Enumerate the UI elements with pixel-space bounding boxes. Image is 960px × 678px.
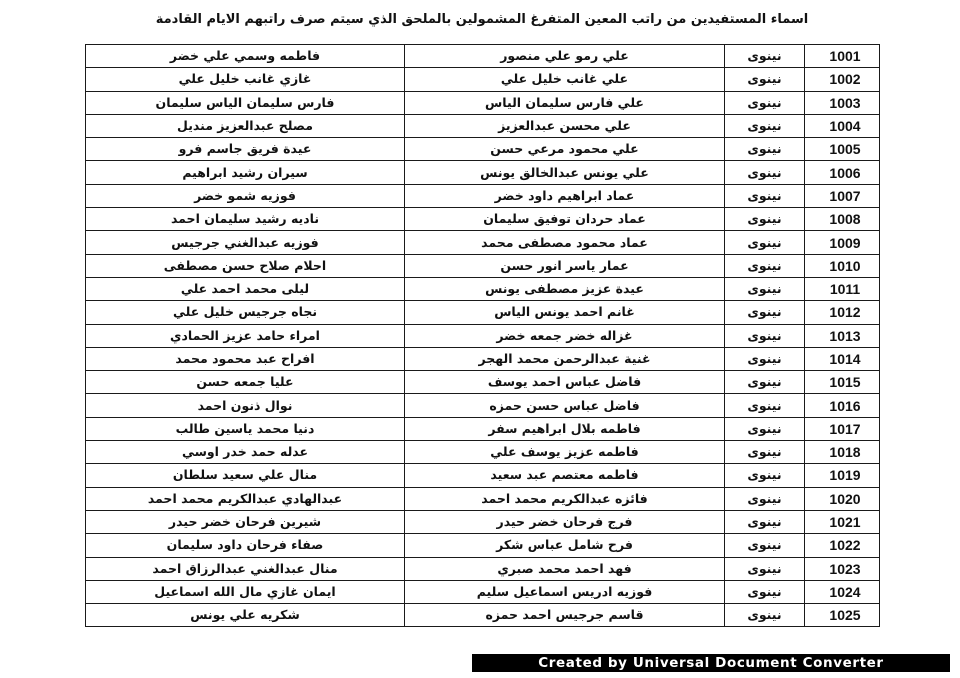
retiree-name-cell: فاطمه معتصم عبد سعيد <box>405 464 725 487</box>
row-number-cell: 1011 <box>805 277 880 300</box>
retiree-name-cell: فاطمه عزيز يوسف علي <box>405 441 725 464</box>
retiree-name-cell: عمار ياسر انور حسن <box>405 254 725 277</box>
beneficiary-name-cell: غازي غانب خليل علي <box>86 68 405 91</box>
beneficiary-name-cell: عبدالهادي عبدالكريم محمد احمد <box>86 487 405 510</box>
beneficiaries-table-container <box>85 44 879 627</box>
beneficiary-name-cell: شيرين فرحان خضر حيدر <box>86 510 405 533</box>
retiree-name-cell: علي غانب خليل علي <box>405 68 725 91</box>
row-number-cell: 1002 <box>805 68 880 91</box>
beneficiary-name-cell: منال عبدالغني عبدالرزاق احمد <box>86 557 405 580</box>
table-row <box>86 347 880 370</box>
governorate-cell: نينوى <box>725 91 805 114</box>
beneficiary-name-cell: شكريه علي يونس <box>86 604 405 627</box>
row-number-cell: 1008 <box>805 208 880 231</box>
retiree-name-cell: فائزه عبدالكريم محمد احمد <box>405 487 725 510</box>
retiree-name-cell: فاطمه بلال ابراهيم سفر <box>405 417 725 440</box>
governorate-cell: نينوى <box>725 114 805 137</box>
governorate-cell: نينوى <box>725 464 805 487</box>
governorate-cell: نينوى <box>725 208 805 231</box>
governorate-cell: نينوى <box>725 417 805 440</box>
governorate-cell: نينوى <box>725 45 805 68</box>
governorate-cell: نينوى <box>725 580 805 603</box>
row-number-cell: 1015 <box>805 371 880 394</box>
row-number-cell: 1012 <box>805 301 880 324</box>
table-row <box>86 68 880 91</box>
retiree-name-cell: علي فارس سليمان الياس <box>405 91 725 114</box>
row-number-cell: 1007 <box>805 184 880 207</box>
row-number-cell: 1016 <box>805 394 880 417</box>
governorate-cell: نينوى <box>725 510 805 533</box>
table-row <box>86 161 880 184</box>
table-row <box>86 604 880 627</box>
governorate-cell: نينوى <box>725 68 805 91</box>
row-number-cell: 1010 <box>805 254 880 277</box>
table-row <box>86 464 880 487</box>
beneficiary-name-cell: ناديه رشيد سليمان احمد <box>86 208 405 231</box>
retiree-name-cell: فهد احمد محمد صبري <box>405 557 725 580</box>
beneficiary-name-cell: ليلى محمد احمد علي <box>86 277 405 300</box>
beneficiary-name-cell: نجاه جرجيس خليل علي <box>86 301 405 324</box>
row-number-cell: 1018 <box>805 441 880 464</box>
retiree-name-cell: فرح شامل عباس شكر <box>405 534 725 557</box>
retiree-name-cell: فاضل عباس حسن حمزه <box>405 394 725 417</box>
table-row <box>86 231 880 254</box>
governorate-cell: نينوى <box>725 254 805 277</box>
beneficiary-name-cell: دنيا محمد ياسين طالب <box>86 417 405 440</box>
beneficiary-name-cell: فوزيه عبدالغني جرجيس <box>86 231 405 254</box>
table-row <box>86 184 880 207</box>
beneficiary-name-cell: ايمان غازي مال الله اسماعيل <box>86 580 405 603</box>
row-number-cell: 1022 <box>805 534 880 557</box>
row-number-cell: 1021 <box>805 510 880 533</box>
governorate-cell: نينوى <box>725 138 805 161</box>
row-number-cell: 1014 <box>805 347 880 370</box>
governorate-cell: نينوى <box>725 231 805 254</box>
retiree-name-cell: علي يونس عبدالخالق يونس <box>405 161 725 184</box>
retiree-name-cell: غنية عبدالرحمن محمد الهجر <box>405 347 725 370</box>
governorate-cell: نينوى <box>725 557 805 580</box>
table-row <box>86 208 880 231</box>
table-row <box>86 557 880 580</box>
row-number-cell: 1001 <box>805 45 880 68</box>
governorate-cell: نينوى <box>725 324 805 347</box>
row-number-cell: 1024 <box>805 580 880 603</box>
table-row <box>86 510 880 533</box>
governorate-cell: نينوى <box>725 277 805 300</box>
table-row <box>86 417 880 440</box>
table-row <box>86 114 880 137</box>
row-number-cell: 1009 <box>805 231 880 254</box>
table-row <box>86 487 880 510</box>
row-number-cell: 1013 <box>805 324 880 347</box>
page-title: اسماء المستفيدين من راتب المعين المتفرغ المشمولين بالملحق الذي سيتم صرف راتبهم الايام القادمة <box>155 12 809 27</box>
retiree-name-cell: عماد ابراهيم داود خضر <box>405 184 725 207</box>
beneficiary-name-cell: نوال ذنون احمد <box>86 394 405 417</box>
governorate-cell: نينوى <box>725 161 805 184</box>
row-number-cell: 1004 <box>805 114 880 137</box>
beneficiary-name-cell: فارس سليمان الياس سليمان <box>86 91 405 114</box>
governorate-cell: نينوى <box>725 371 805 394</box>
table-row <box>86 580 880 603</box>
retiree-name-cell: علي رمو علي منصور <box>405 45 725 68</box>
retiree-name-cell: عماد حردان توفيق سليمان <box>405 208 725 231</box>
retiree-name-cell: علي محسن عبدالعزيز <box>405 114 725 137</box>
table-row <box>86 254 880 277</box>
row-number-cell: 1025 <box>805 604 880 627</box>
table-row <box>86 91 880 114</box>
beneficiary-name-cell: عدله حمد خدر اوسي <box>86 441 405 464</box>
table-row <box>86 371 880 394</box>
converter-watermark: Created by Universal Document Converter <box>472 654 950 672</box>
governorate-cell: نينوى <box>725 184 805 207</box>
table-body <box>86 45 880 627</box>
row-number-cell: 1020 <box>805 487 880 510</box>
beneficiary-name-cell: فاطمه وسمي علي خضر <box>86 45 405 68</box>
retiree-name-cell: علي محمود مرعي حسن <box>405 138 725 161</box>
table-row <box>86 138 880 161</box>
table-row <box>86 441 880 464</box>
beneficiary-name-cell: منال علي سعيد سلطان <box>86 464 405 487</box>
beneficiary-name-cell: سيران رشيد ابراهيم <box>86 161 405 184</box>
retiree-name-cell: عماد محمود مصطفى محمد <box>405 231 725 254</box>
retiree-name-cell: غزاله خضر جمعه خضر <box>405 324 725 347</box>
row-number-cell: 1003 <box>805 91 880 114</box>
governorate-cell: نينوى <box>725 604 805 627</box>
retiree-name-cell: غانم احمد يونس الياس <box>405 301 725 324</box>
row-number-cell: 1019 <box>805 464 880 487</box>
beneficiary-name-cell: مصلح عبدالعزيز منديل <box>86 114 405 137</box>
retiree-name-cell: فرج فرحان خضر حيدر <box>405 510 725 533</box>
beneficiary-name-cell: عيدة فريق جاسم فرو <box>86 138 405 161</box>
table-row <box>86 277 880 300</box>
beneficiary-name-cell: صفاء فرحان داود سليمان <box>86 534 405 557</box>
governorate-cell: نينوى <box>725 534 805 557</box>
beneficiaries-table <box>85 44 880 627</box>
retiree-name-cell: فوزيه ادريس اسماعيل سليم <box>405 580 725 603</box>
beneficiary-name-cell: عليا جمعه حسن <box>86 371 405 394</box>
table-row <box>86 534 880 557</box>
table-row <box>86 324 880 347</box>
retiree-name-cell: فاضل عباس احمد يوسف <box>405 371 725 394</box>
row-number-cell: 1023 <box>805 557 880 580</box>
beneficiary-name-cell: فوزيه شمو خضر <box>86 184 405 207</box>
beneficiary-name-cell: امراء حامد عزيز الحمادي <box>86 324 405 347</box>
row-number-cell: 1017 <box>805 417 880 440</box>
retiree-name-cell: عيدة عزيز مصطفى يونس <box>405 277 725 300</box>
table-row <box>86 45 880 68</box>
beneficiary-name-cell: افراح عبد محمود محمد <box>86 347 405 370</box>
beneficiary-name-cell: احلام صلاح حسن مصطفى <box>86 254 405 277</box>
retiree-name-cell: قاسم جرجيس احمد حمزه <box>405 604 725 627</box>
governorate-cell: نينوى <box>725 487 805 510</box>
table-row <box>86 394 880 417</box>
row-number-cell: 1006 <box>805 161 880 184</box>
governorate-cell: نينوى <box>725 347 805 370</box>
row-number-cell: 1005 <box>805 138 880 161</box>
table-row <box>86 301 880 324</box>
governorate-cell: نينوى <box>725 301 805 324</box>
governorate-cell: نينوى <box>725 394 805 417</box>
governorate-cell: نينوى <box>725 441 805 464</box>
